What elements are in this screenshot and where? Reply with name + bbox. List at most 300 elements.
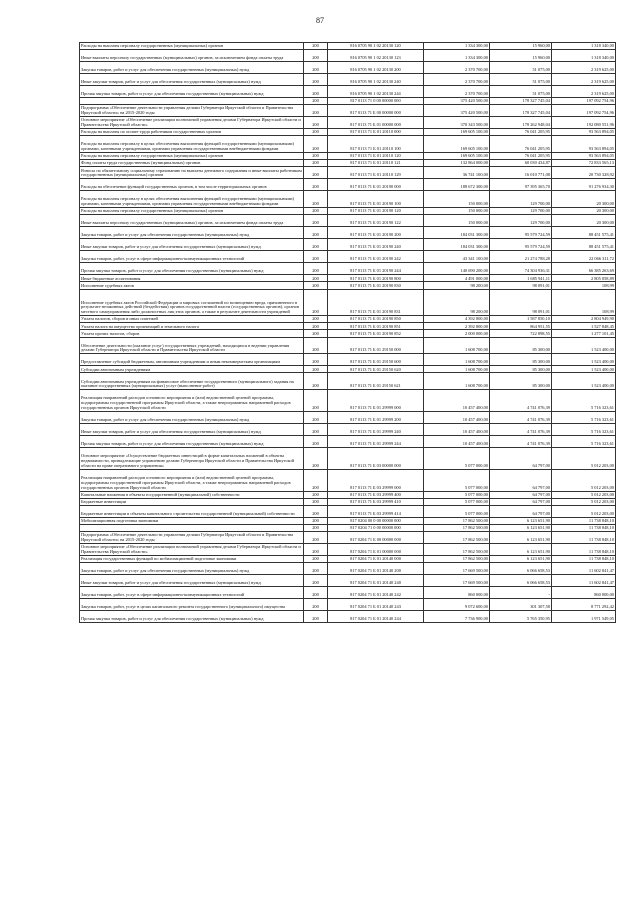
executed-amount-cell: 864 951,55 [490, 323, 552, 330]
description-cell: Основное мероприятие «Осуществление бюджетных инвестиций в форме капитальных вложений в объекты недвижимости, принадлежащие управлению делами Губернатора Иркутской области и Правительства Иркутской области на праве оперативного управления» [80, 448, 304, 470]
executed-amount-cell: 64 797,00 [490, 498, 552, 505]
remaining-amount-cell: 88 451 575,41 [552, 227, 616, 239]
remaining-amount-cell: 11 738 848,10 [552, 517, 616, 524]
executed-amount-cell: 129 700,00 [490, 215, 552, 227]
table-row [80, 436, 616, 448]
executed-amount-cell: 6 123 651,90 [490, 532, 552, 544]
approved-amount-cell: 1 608 700,00 [424, 373, 490, 390]
approved-amount-cell: 132 864 000,00 [424, 160, 490, 167]
approved-amount-cell: 375 420 500,00 [424, 98, 490, 105]
table-row [80, 354, 616, 366]
budget-code-cell: 817 0113 71 Б 03 29999 000 [328, 469, 424, 491]
description-cell: Исполнение судебных актов Российской Федерации и мировых соглашений по возмещению вреда, причиненного в результате незаконных действий (бездействия) органов государственной власти (государственных органов), органов местного самоуправления либо должностных лиц этих органов, а также в результате деятельности учреждений [80, 289, 304, 316]
line-code-cell: 200 [304, 491, 328, 498]
description-cell: Закупка товаров, работ и услуг для обеспечения государственных (муниципальных) нужд [80, 62, 304, 74]
table-row [80, 316, 616, 323]
budget-code-cell: 817 0113 71 Б 01 20190 831 [328, 289, 424, 316]
budget-code-cell: 817 0113 71 Б 01 20190 852 [328, 330, 424, 337]
line-code-cell: 200 [304, 563, 328, 575]
line-code-cell: 200 [304, 227, 328, 239]
remaining-amount-cell: 2 319 625,00 [552, 74, 616, 86]
executed-amount-cell: 6 123 651,90 [490, 544, 552, 556]
budget-code-cell: 817 0113 71 Б 01 29999 240 [328, 424, 424, 436]
approved-amount-cell: 1 334 300,00 [424, 50, 490, 62]
description-cell: Расходы на выплаты персоналу в целях обеспечения выполнения функций государственными (муниципальными) органами, казенными учреждениями, органами управления государственными внебюджетными фондами [80, 136, 304, 153]
approved-amount-cell: 10 457 400,00 [424, 390, 490, 412]
line-code-cell: 200 [304, 86, 328, 98]
remaining-amount-cell: 91 276 934,30 [552, 179, 616, 191]
approved-amount-cell: 169 605 100,00 [424, 129, 490, 136]
budget-code-cell: 817 0113 71 Б 01 20190 200 [328, 227, 424, 239]
table-row [80, 160, 616, 167]
table-row [80, 208, 616, 215]
budget-code-cell: 817 0204 71 Б 01 20140 240 [328, 575, 424, 587]
table-row [80, 129, 616, 136]
table-row [80, 469, 616, 491]
table-row [80, 498, 616, 505]
executed-amount-cell: 129 700,00 [490, 191, 552, 208]
approved-amount-cell: 98 200,00 [424, 282, 490, 289]
executed-amount-cell: 178 327 745,04 [490, 98, 552, 105]
executed-amount-cell: 51 075,00 [490, 74, 552, 86]
executed-amount-cell: 85 300,00 [490, 366, 552, 373]
approved-amount-cell: 2 370 700,00 [424, 74, 490, 86]
line-code-cell: 200 [304, 469, 328, 491]
approved-amount-cell: 2 370 700,00 [424, 86, 490, 98]
line-code-cell: 200 [304, 436, 328, 448]
budget-code-cell: 817 0113 71 Б 03 29999 410 [328, 498, 424, 505]
budget-code-cell: 817 0113 71 Б 01 29999 244 [328, 436, 424, 448]
executed-amount-cell: 60 030 434,87 [490, 160, 552, 167]
budget-code-cell: 817 0113 71 Б 01 20190 244 [328, 263, 424, 275]
budget-code-cell: 817 0113 71 Б 01 20110 120 [328, 153, 424, 160]
approved-amount-cell: 98 200,00 [424, 289, 490, 316]
table-row [80, 330, 616, 337]
description-cell: Основное мероприятие «Обеспечение реализации полномочий управления делами Губернатора Иркутской области и Правительства Иркутской области» [80, 544, 304, 556]
executed-amount-cell: 16 010 771,08 [490, 167, 552, 179]
line-code-cell: 200 [304, 251, 328, 263]
executed-amount-cell: 6 066 658,53 [490, 563, 552, 575]
line-code-cell: 200 [304, 323, 328, 330]
line-code-cell: 200 [304, 239, 328, 251]
description-cell: Прочая закупка товаров, работ и услуг для обеспечения государственных (муниципальных) нужд [80, 611, 304, 623]
approved-amount-cell: 1 608 700,00 [424, 354, 490, 366]
remaining-amount-cell: 72 833 565,13 [552, 160, 616, 167]
budget-code-cell: 816 0705 90 1 02 20130 120 [328, 43, 424, 50]
line-code-cell: 200 [304, 373, 328, 390]
table-row [80, 587, 616, 599]
executed-amount-cell: 4 741 076,39 [490, 390, 552, 412]
table-row [80, 373, 616, 390]
table-row [80, 282, 616, 289]
remaining-amount-cell: 1 318 340,00 [552, 50, 616, 62]
budget-code-cell: 817 0113 71 Б 01 20190 122 [328, 215, 424, 227]
budget-code-cell: 817 0113 71 Б 01 29150 600 [328, 354, 424, 366]
table-row [80, 412, 616, 424]
description-cell: Подпрограмма «Обеспечение деятельности управления делами Губернатора Иркутской области и Правительства Иркутской области» на 2015-2020 годы [80, 532, 304, 544]
table-row [80, 74, 616, 86]
table-row [80, 227, 616, 239]
approved-amount-cell: 370 343 500,00 [424, 117, 490, 129]
executed-amount-cell: 64 797,00 [490, 469, 552, 491]
budget-code-cell: 817 0113 71 Б 01 20190 242 [328, 251, 424, 263]
line-code-cell: 200 [304, 556, 328, 563]
approved-amount-cell: 7 736 900,00 [424, 611, 490, 623]
approved-amount-cell: 1 334 300,00 [424, 43, 490, 50]
executed-amount-cell: 1 685 941,11 [490, 275, 552, 282]
approved-amount-cell: 17 669 500,00 [424, 575, 490, 587]
line-code-cell: 200 [304, 136, 328, 153]
table-row [80, 167, 616, 179]
remaining-amount-cell: 192 080 551,96 [552, 117, 616, 129]
budget-code-cell: 816 0705 90 1 02 20130 200 [328, 62, 424, 74]
table-row [80, 448, 616, 470]
approved-amount-cell: 169 605 100,00 [424, 153, 490, 160]
line-code-cell: 200 [304, 43, 328, 50]
table-row [80, 599, 616, 611]
line-code-cell: 200 [304, 105, 328, 117]
remaining-amount-cell: 5 716 323,61 [552, 424, 616, 436]
executed-amount-cell: 64 797,00 [490, 505, 552, 517]
line-code-cell: 200 [304, 337, 328, 354]
approved-amount-cell: 17 862 500,00 [424, 532, 490, 544]
table-row [80, 544, 616, 556]
budget-code-cell: 817 0113 71 Б 00 00000 000 [328, 105, 424, 117]
description-cell: Иные закупки товаров, работ и услуг для обеспечения государственных (муниципальных) нужд [80, 575, 304, 587]
executed-amount-cell: 15 960,00 [490, 43, 552, 50]
budget-code-cell: 817 0113 71 Б 01 20110 000 [328, 129, 424, 136]
table-row [80, 532, 616, 544]
line-code-cell: 200 [304, 366, 328, 373]
executed-amount-cell: 98 091,01 [490, 282, 552, 289]
budget-code-cell: 817 0204 71 Б 01 20140 244 [328, 611, 424, 623]
approved-amount-cell: 140 690 200,00 [424, 263, 490, 275]
remaining-amount-cell: 93 563 894,05 [552, 129, 616, 136]
budget-code-cell: 817 0113 71 Б 01 20190 120 [328, 208, 424, 215]
remaining-amount-cell: 197 092 754,96 [552, 98, 616, 105]
approved-amount-cell: 5 077 000,00 [424, 505, 490, 517]
executed-amount-cell: 178 262 948,04 [490, 117, 552, 129]
executed-amount-cell: 85 300,00 [490, 373, 552, 390]
description-cell: Иные выплаты персоналу государственных (муниципальных) органов, за исключением фонда оплаты труда [80, 50, 304, 62]
executed-amount-cell: 51 075,00 [490, 86, 552, 98]
line-code-cell: 200 [304, 525, 328, 532]
budget-code-cell: 817 0113 71 Б 01 20190 800 [328, 275, 424, 282]
approved-amount-cell: 5 077 000,00 [424, 491, 490, 498]
table-row [80, 43, 616, 50]
executed-amount-cell: 97 395 365,70 [490, 179, 552, 191]
executed-amount-cell: 722 898,55 [490, 330, 552, 337]
line-code-cell: 200 [304, 532, 328, 544]
remaining-amount-cell: 5 716 323,61 [552, 436, 616, 448]
description-cell: Мобилизационная подготовка экономики [80, 517, 304, 524]
line-code-cell: 200 [304, 330, 328, 337]
description-cell: Иные выплаты персоналу государственных (муниципальных) органов, за исключением фонда оплаты труда [80, 215, 304, 227]
line-code-cell: 200 [304, 191, 328, 208]
approved-amount-cell: 5 077 000,00 [424, 448, 490, 470]
budget-code-cell: 817 0113 71 Б 01 20190 240 [328, 239, 424, 251]
budget-code-cell: 817 0113 71 Б 01 20190 000 [328, 179, 424, 191]
remaining-amount-cell: 108,99 [552, 282, 616, 289]
description-cell: Расходы на выплаты персоналу государственных (муниципальных) органов [80, 208, 304, 215]
executed-amount-cell: 5 765 350,95 [490, 611, 552, 623]
remaining-amount-cell: 1 527 848,45 [552, 323, 616, 330]
remaining-amount-cell: 20 300,00 [552, 215, 616, 227]
description-cell: Иные закупки товаров, работ и услуг для обеспечения государственных (муниципальных) нужд [80, 424, 304, 436]
line-code-cell: 200 [304, 117, 328, 129]
line-code-cell: 200 [304, 98, 328, 105]
budget-code-cell: 816 0705 90 1 02 20130 244 [328, 86, 424, 98]
remaining-amount-cell: 20 730 328,92 [552, 167, 616, 179]
line-code-cell: 200 [304, 153, 328, 160]
table-row [80, 525, 616, 532]
line-code-cell: 200 [304, 354, 328, 366]
remaining-amount-cell: 5 012 203,00 [552, 498, 616, 505]
remaining-amount-cell: 1 318 340,00 [552, 43, 616, 50]
table-row [80, 505, 616, 517]
executed-amount-cell: 1 587 850,10 [490, 316, 552, 323]
budget-code-cell: 817 0113 71 Б 01 20190 100 [328, 191, 424, 208]
description-cell: Основное мероприятие «Обеспечение реализации полномочий управления делами Губернатора Иркутской области и Правительства Иркутской области» [80, 117, 304, 129]
table-row [80, 366, 616, 373]
approved-amount-cell: 2 370 700,00 [424, 62, 490, 74]
line-code-cell: 200 [304, 412, 328, 424]
executed-amount-cell: 6 123 651,90 [490, 517, 552, 524]
executed-amount-cell: 4 741 076,39 [490, 436, 552, 448]
table-row [80, 117, 616, 129]
budget-code-cell: 817 0113 71 Б 03 00000 000 [328, 448, 424, 470]
table-row [80, 215, 616, 227]
table-row [80, 50, 616, 62]
description-cell: Бюджетные инвестиции в объекты капитального строительства государственной (муниципальной) собственности [80, 505, 304, 517]
remaining-amount-cell: 108,99 [552, 289, 616, 316]
budget-code-cell: 817 0113 71 Б 03 29999 400 [328, 491, 424, 498]
line-code-cell: 200 [304, 505, 328, 517]
description-cell: Прочая закупка товаров, работ и услуг для обеспечения государственных (муниципальных) нужд [80, 86, 304, 98]
description-cell [80, 525, 304, 532]
approved-amount-cell: 2 000 000,00 [424, 330, 490, 337]
description-cell [80, 98, 304, 105]
executed-amount-cell: 21 274 788,28 [490, 251, 552, 263]
table-row [80, 136, 616, 153]
line-code-cell: 200 [304, 50, 328, 62]
remaining-amount-cell: 5 716 323,61 [552, 412, 616, 424]
approved-amount-cell: 150 000,00 [424, 208, 490, 215]
executed-amount-cell: 76 041 205,95 [490, 136, 552, 153]
description-cell: Бюджетные инвестиции [80, 498, 304, 505]
remaining-amount-cell: 11 738 848,10 [552, 532, 616, 544]
remaining-amount-cell: 11 738 848,10 [552, 556, 616, 563]
approved-amount-cell: 375 420 500,00 [424, 105, 490, 117]
remaining-amount-cell: 1 523 400,00 [552, 373, 616, 390]
budget-code-cell: 817 0113 71 0 00 00000 000 [328, 98, 424, 105]
remaining-amount-cell: 20 300,00 [552, 191, 616, 208]
executed-amount-cell: 76 041 205,95 [490, 153, 552, 160]
remaining-amount-cell: 5 012 203,00 [552, 469, 616, 491]
budget-table-body [80, 43, 616, 623]
approved-amount-cell: 860 000,00 [424, 587, 490, 599]
executed-amount-cell: 95 579 724,59 [490, 227, 552, 239]
table-row [80, 251, 616, 263]
remaining-amount-cell: 5 012 203,00 [552, 491, 616, 498]
remaining-amount-cell: 2 805 058,89 [552, 275, 616, 282]
remaining-amount-cell: 93 563 894,05 [552, 153, 616, 160]
description-cell: Закупка товаров, работ и услуг для обеспечения государственных (муниципальных) нужд [80, 412, 304, 424]
table-row [80, 556, 616, 563]
remaining-amount-cell: 1 523 400,00 [552, 354, 616, 366]
remaining-amount-cell: 5 012 203,00 [552, 505, 616, 517]
budget-code-cell: 817 0113 71 Б 01 20190 851 [328, 323, 424, 330]
line-code-cell: 200 [304, 179, 328, 191]
executed-amount-cell: 4 741 076,39 [490, 424, 552, 436]
budget-code-cell: 817 0113 71 Б 01 00000 000 [328, 117, 424, 129]
approved-amount-cell: 10 457 400,00 [424, 412, 490, 424]
budget-code-cell: 816 0705 90 1 02 20130 123 [328, 50, 424, 62]
table-row [80, 611, 616, 623]
line-code-cell: 200 [304, 167, 328, 179]
description-cell: Иные закупки товаров, работ и услуг для обеспечения государственных (муниципальных) нужд [80, 239, 304, 251]
line-code-cell: 200 [304, 129, 328, 136]
line-code-cell: 200 [304, 289, 328, 316]
approved-amount-cell: 17 669 500,00 [424, 563, 490, 575]
remaining-amount-cell: 1 277 101,45 [552, 330, 616, 337]
approved-amount-cell: 17 862 500,00 [424, 544, 490, 556]
line-code-cell: 200 [304, 263, 328, 275]
approved-amount-cell: 17 862 500,00 [424, 517, 490, 524]
line-code-cell: 200 [304, 587, 328, 599]
budget-code-cell: 817 0113 71 Б 01 29999 200 [328, 412, 424, 424]
executed-amount-cell: 6 123 651,90 [490, 556, 552, 563]
budget-code-cell: 816 0705 90 1 02 20130 240 [328, 74, 424, 86]
line-code-cell: 200 [304, 599, 328, 611]
description-cell: Иные закупки товаров, работ и услуг для обеспечения государственных (муниципальных) нужд [80, 74, 304, 86]
remaining-amount-cell: 860 000,00 [552, 587, 616, 599]
approved-amount-cell: 184 031 300,00 [424, 239, 490, 251]
budget-code-cell: 817 0113 71 Б 01 29150 620 [328, 366, 424, 373]
approved-amount-cell: 10 457 400,00 [424, 424, 490, 436]
description-cell: Подпрограмма «Обеспечение деятельности управления делами Губернатора Иркутской области и Правительства Иркутской области» на 2015-2020 годы [80, 105, 304, 117]
description-cell: Фонд оплаты труда государственных (муниципальных) органов [80, 160, 304, 167]
description-cell: Уплата налога на имущество организаций и земельного налога [80, 323, 304, 330]
executed-amount-cell: 15 960,00 [490, 50, 552, 62]
table-row [80, 239, 616, 251]
executed-amount-cell: 64 797,00 [490, 448, 552, 470]
description-cell: Расходы на выплаты по оплате труда работников государственных органов [80, 129, 304, 136]
remaining-amount-cell: 66 385 263,69 [552, 263, 616, 275]
description-cell: Субсидии автономным учреждениям на финансовое обеспечение государственного (муниципального) задания на оказание государственных (муниципальных) услуг (выполнение работ) [80, 373, 304, 390]
description-cell: Расходы на выплаты персоналу в целях обеспечения выполнения функций государственными (муниципальными) органами, казенными учреждениями, органами управления государственными внебюджетными фондами [80, 191, 304, 208]
table-row [80, 62, 616, 74]
executed-amount-cell: 301 307,58 [490, 599, 552, 611]
description-cell: Прочая закупка товаров, работ и услуг для обеспечения государственных (муниципальных) нужд [80, 436, 304, 448]
table-row [80, 517, 616, 524]
executed-amount-cell: 6 123 651,90 [490, 525, 552, 532]
description-cell: Расходы на выплаты персоналу государственных (муниципальных) органов [80, 43, 304, 50]
description-cell: Закупка товаров, работ и услуг для обеспечения государственных (муниципальных) нужд [80, 227, 304, 239]
budget-code-cell: 817 0113 71 Б 01 20110 100 [328, 136, 424, 153]
approved-amount-cell: 2 392 800,00 [424, 323, 490, 330]
approved-amount-cell: 36 741 100,00 [424, 167, 490, 179]
approved-amount-cell: 4 392 800,00 [424, 316, 490, 323]
description-cell: Закупка товаров, работ, услуг в сфере информационно-коммуникационных технологий [80, 587, 304, 599]
description-cell: Закупка товаров, работ, услуг в целях капитального ремонта государственного (муниципального) имущества [80, 599, 304, 611]
table-row [80, 491, 616, 498]
description-cell: Реализация направлений расходов основного мероприятия и (или) ведомственной целевой программы, подпрограммы государственной программы Иркутской области, а также непрограммных направлений расходов государственных органов Иркутской области [80, 390, 304, 412]
executed-amount-cell: 129 700,00 [490, 208, 552, 215]
table-row [80, 191, 616, 208]
line-code-cell: 200 [304, 316, 328, 323]
description-cell: Субсидии автономным учреждениям [80, 366, 304, 373]
executed-amount-cell: 85 300,00 [490, 337, 552, 354]
budget-code-cell: 817 0204 71 Б 01 00000 000 [328, 544, 424, 556]
approved-amount-cell: 188 672 300,00 [424, 179, 490, 191]
remaining-amount-cell: 11 738 848,10 [552, 525, 616, 532]
description-cell: Реализация направлений расходов основного мероприятия и (или) ведомственной целевой программы, подпрограммы государственной программы Иркутской области, а также непрограммных направлений расходов государственных органов Иркутской области [80, 469, 304, 491]
remaining-amount-cell: 1 523 400,00 [552, 337, 616, 354]
remaining-amount-cell: 5 012 203,00 [552, 448, 616, 470]
line-code-cell: 200 [304, 448, 328, 470]
executed-amount-cell: 76 041 205,95 [490, 129, 552, 136]
table-row [80, 563, 616, 575]
description-cell: Закупка товаров, работ и услуг для обеспечения государственных (муниципальных) нужд [80, 563, 304, 575]
line-code-cell: 200 [304, 160, 328, 167]
description-cell: Реализация государственных функций по мобилизационной подготовке экономики [80, 556, 304, 563]
line-code-cell: 200 [304, 424, 328, 436]
description-cell: Прочая закупка товаров, работ и услуг для обеспечения государственных (муниципальных) нужд [80, 263, 304, 275]
remaining-amount-cell: 11 738 848,10 [552, 544, 616, 556]
approved-amount-cell: 10 457 400,00 [424, 436, 490, 448]
description-cell: Обеспечение деятельности (оказание услуг) государственных учреждений, находящихся в ведении управления делами Губернатора Иркутской области и Правительства Иркутской области [80, 337, 304, 354]
budget-code-cell: 817 0204 00 0 00 00000 000 [328, 517, 424, 524]
approved-amount-cell: 169 605 100,00 [424, 136, 490, 153]
table-row [80, 424, 616, 436]
approved-amount-cell: 150 000,00 [424, 191, 490, 208]
line-code-cell: 200 [304, 390, 328, 412]
table-row [80, 86, 616, 98]
approved-amount-cell: 150 000,00 [424, 215, 490, 227]
line-code-cell: 200 [304, 215, 328, 227]
description-cell: Закупка товаров, работ, услуг в сфере информационно-коммуникационных технологий [80, 251, 304, 263]
line-code-cell: 200 [304, 208, 328, 215]
budget-code-cell: 817 0113 71 Б 01 20110 121 [328, 160, 424, 167]
approved-amount-cell: 43 341 100,00 [424, 251, 490, 263]
description-cell: Предоставление субсидий бюджетным, автономным учреждениям и иным некоммерческим организациям [80, 354, 304, 366]
executed-amount-cell: 178 327 745,04 [490, 105, 552, 117]
remaining-amount-cell: 2 319 625,00 [552, 62, 616, 74]
description-cell: Расходы на выплаты персоналу государственных (муниципальных) органов [80, 153, 304, 160]
approved-amount-cell: 5 077 000,00 [424, 498, 490, 505]
description-cell: Уплата прочих налогов, сборов [80, 330, 304, 337]
budget-code-cell: 817 0113 71 Б 01 20190 850 [328, 316, 424, 323]
approved-amount-cell: 17 862 500,00 [424, 556, 490, 563]
executed-amount-cell: 4 741 076,39 [490, 412, 552, 424]
line-code-cell: 200 [304, 74, 328, 86]
remaining-amount-cell: 88 451 575,41 [552, 239, 616, 251]
table-row [80, 289, 616, 316]
remaining-amount-cell: 2 804 949,90 [552, 316, 616, 323]
budget-code-cell: 817 0204 71 0 00 00000 000 [328, 525, 424, 532]
table-row [80, 105, 616, 117]
description-cell: Взносы по обязательному социальному страхованию на выплаты денежного содержания и иные выплаты работникам государственных (муниципальных) органов [81, 167, 302, 178]
budget-code-cell: 817 0204 71 Б 01 20140 000 [328, 556, 424, 563]
budget-code-cell: 817 0113 71 Б 03 29999 414 [328, 505, 424, 517]
executed-amount-cell: 64 797,00 [490, 491, 552, 498]
line-code-cell: 200 [304, 575, 328, 587]
table-row [80, 390, 616, 412]
line-code-cell: 200 [304, 498, 328, 505]
remaining-amount-cell: 8 771 292,42 [552, 599, 616, 611]
executed-amount-cell: 51 075,00 [490, 62, 552, 74]
